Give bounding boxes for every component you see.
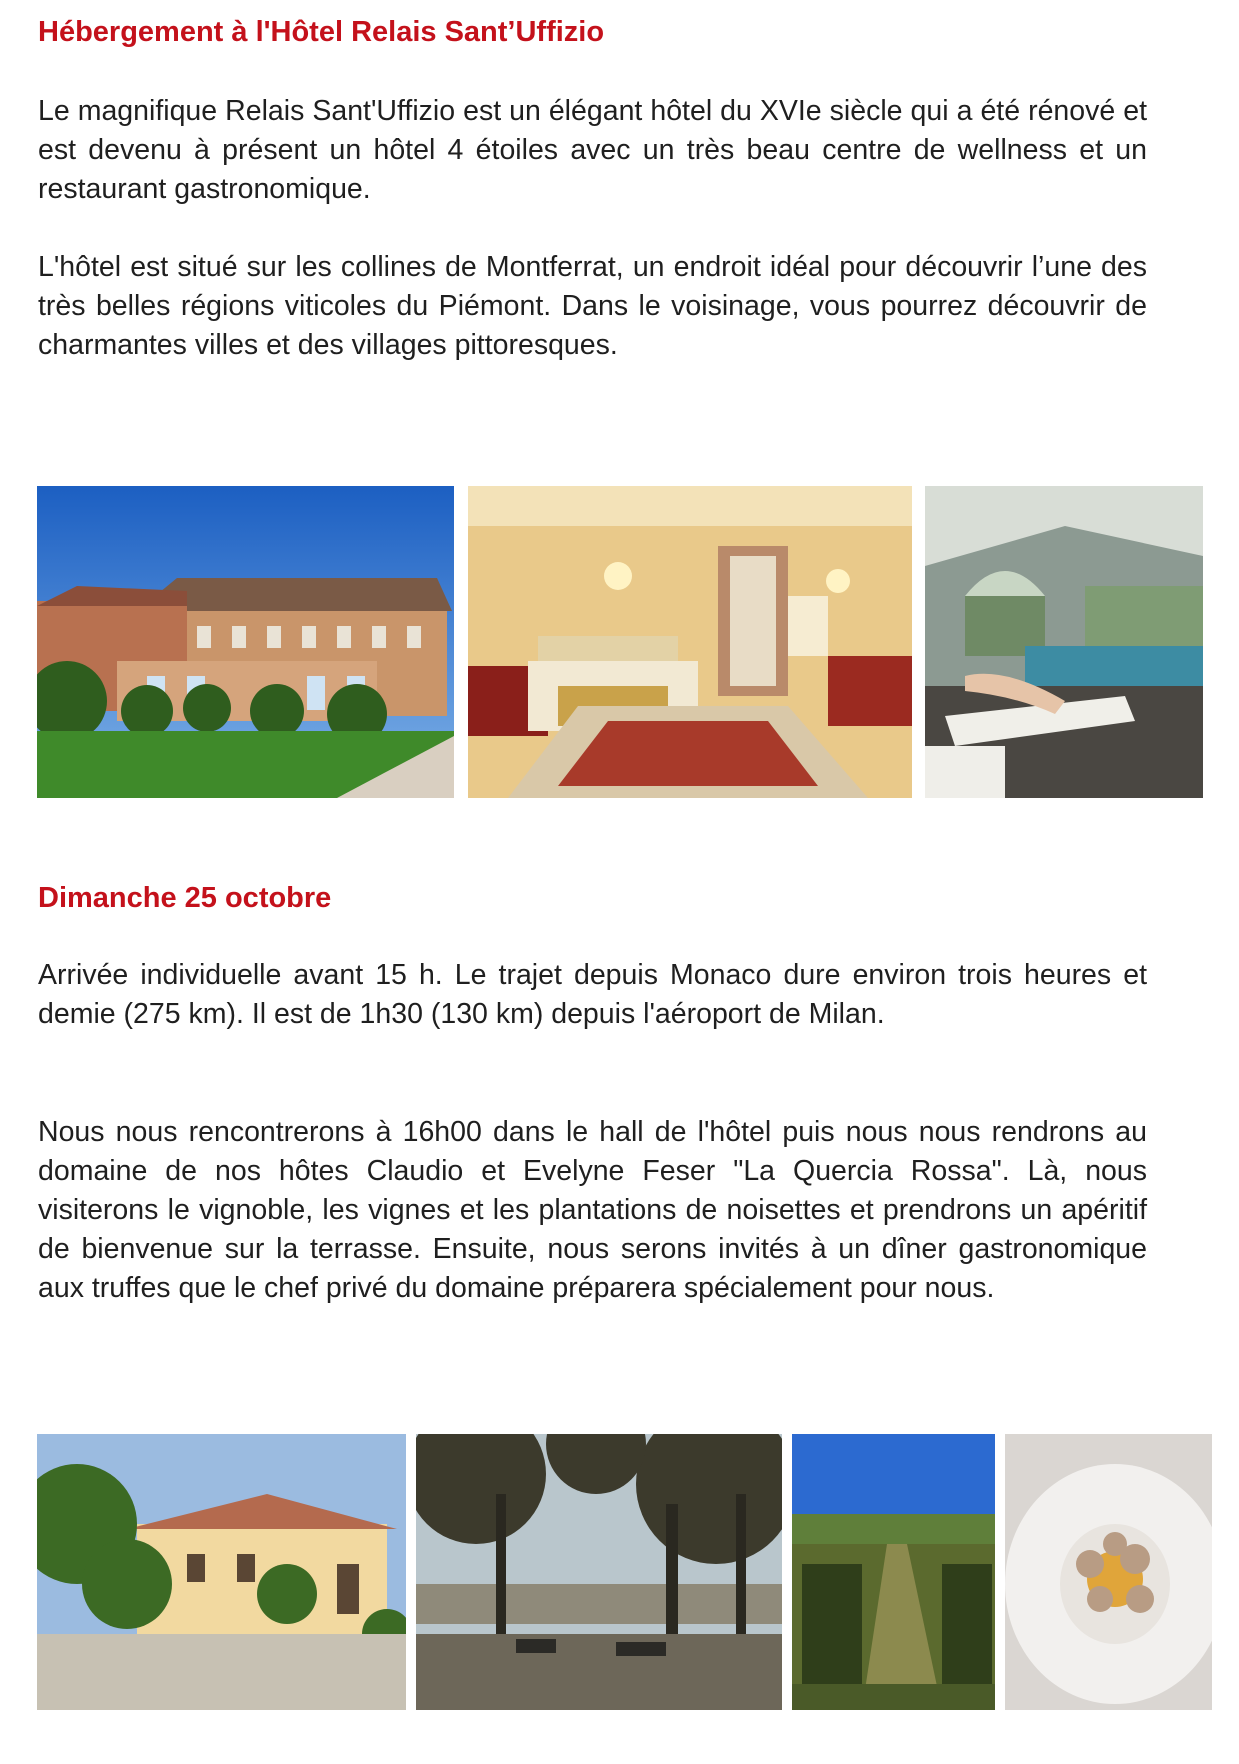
section-title-hotel: Hébergement à l'Hôtel Relais Sant’Uffizio: [38, 16, 605, 48]
hotel-description-paragraph: Le magnifique Relais Sant'Uffizio est un élégant hôtel du XVIe siècle qui a été rénové et est devenu à présent un hôtel 4 étoiles avec un très beau centre de wellness et un restaurant gastronomique.: [38, 95, 1147, 205]
hotel-bedroom-photo: [468, 486, 912, 798]
terrace-trees-photo: [416, 1434, 782, 1710]
hotel-pool-spa-photo: [925, 486, 1203, 798]
arrival-paragraph: Arrivée individuelle avant 15 h. Le trajet depuis Monaco dure environ trois heures et demie (275 km). Il est de 1h30 (130 km) depuis l'aéroport de Milan.: [38, 959, 1147, 1030]
program-paragraph: Nous nous rencontrerons à 16h00 dans le hall de l'hôtel puis nous nous rendrons au domaine de nos hôtes Claudio et Evelyne Feser "La Quercia Rossa". Là, nous visiterons le vignoble, les vignes et les plantations de noisettes et prendrons un apéritif de bienvenue sur la terrasse. Ensuite, nous serons invités à un dîner gastronomique aux truffes que le chef privé du domaine préparera spécialement pour nous.: [38, 1116, 1147, 1304]
estate-house-photo: [37, 1434, 406, 1710]
section-title-sunday: Dimanche 25 octobre: [38, 882, 332, 914]
truffle-dish-photo: [1005, 1434, 1212, 1710]
vineyard-photo: [792, 1434, 995, 1710]
hotel-exterior-photo: [37, 486, 454, 798]
hotel-location-paragraph: L'hôtel est situé sur les collines de Montferrat, un endroit idéal pour découvrir l’une des très belles régions viticoles du Piémont. Dans le voisinage, vous pourrez découvrir de charmantes villes et des villages pittoresques.: [38, 251, 1147, 361]
